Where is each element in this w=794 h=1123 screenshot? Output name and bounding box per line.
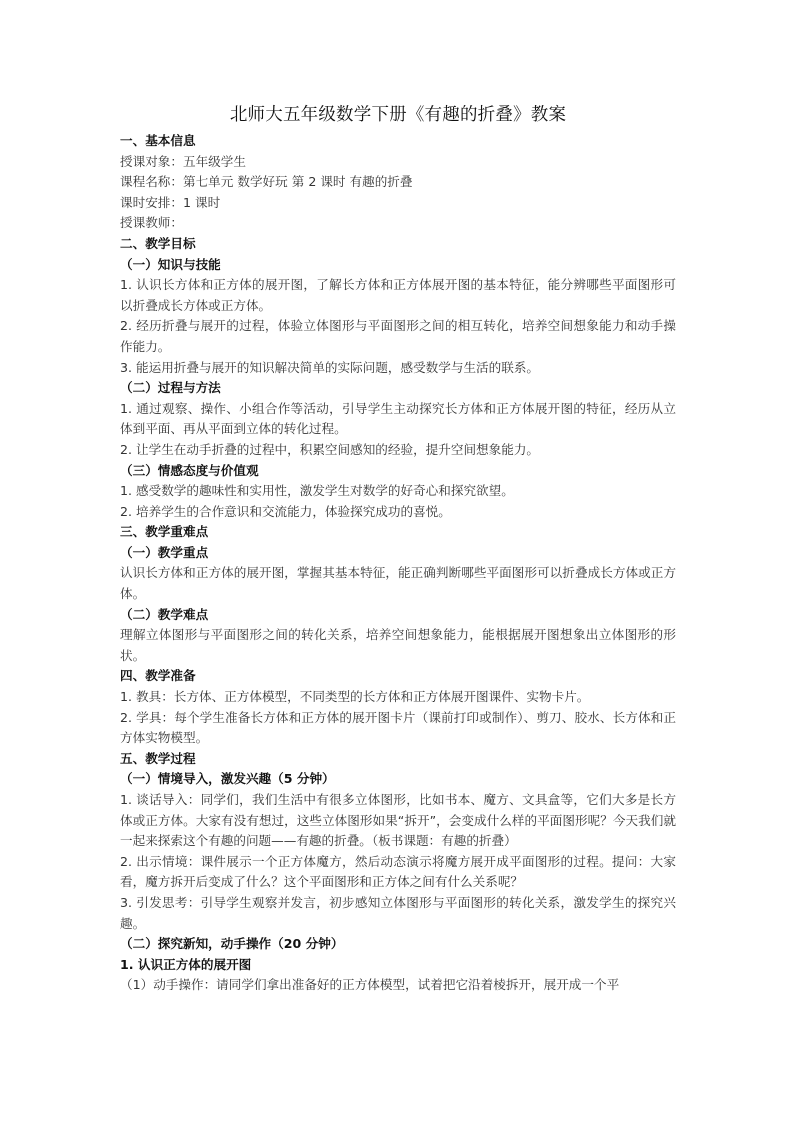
objective-item: 1. 感受数学的趣味性和实用性，激发学生对数学的好奇心和探究欲望。 — [120, 483, 514, 499]
subheading-key-point: （一）教学重点 — [120, 544, 209, 560]
objective-item: 1. 认识长方体和正方体的展开图，了解长方体和正方体展开图的基本特征，能分辨哪些平面图形可以折叠成长方体或正方体。 — [120, 277, 676, 313]
subheading-exploration: （二）探究新知，动手操作（20 分钟） — [120, 936, 344, 952]
info-teacher: 授课教师： — [120, 215, 183, 231]
subheading-attitudes-values: （三）情感态度与价值观 — [120, 462, 259, 478]
process-item: 1. 谈话导入：同学们，我们生活中有很多立体图形，比如书本、魔方、文具盒等，它们大多是长方体或正方体。大家有没有想过，这些立体图形如果“拆开”，会变成什么样的平面图形呢？今天我们就一起来探索这个有趣的问题——有趣的折叠。（板书课题：有趣的折叠） — [120, 792, 676, 849]
objective-item: 2. 经历折叠与展开的过程，体验立体图形与平面图形之间的相互转化，培养空间想象能力和动手操作能力。 — [120, 318, 676, 354]
subheading-process-methods: （二）过程与方法 — [120, 380, 221, 396]
preparation-item: 2. 学具：每个学生准备长方体和正方体的展开图卡片（课前打印或制作）、剪刀、胶水、长方体和正方体实物模型。 — [120, 709, 676, 746]
section-heading-objectives: 二、教学目标 — [120, 235, 196, 251]
section-heading-preparation: 四、教学准备 — [120, 668, 196, 684]
objective-item: 2. 让学生在动手折叠的过程中，积累空间感知的经验，提升空间想象能力。 — [120, 441, 540, 457]
subheading-knowledge-skills: （一）知识与技能 — [120, 256, 221, 272]
section-heading-basic-info: 一、基本信息 — [120, 133, 196, 148]
objective-item: 3. 能运用折叠与展开的知识解决简单的实际问题，感受数学与生活的联系。 — [120, 359, 540, 375]
point-heading-cube-nets: 1. 认识正方体的展开图 — [120, 956, 252, 972]
subheading-introduction: （一）情境导入，激发兴趣（5 分钟） — [120, 771, 335, 787]
difficult-point-text: 理解立体图形与平面图形之间的转化关系，培养空间想象能力，能根据展开图想象出立体图形的形状。 — [120, 627, 676, 663]
subheading-difficult-point: （二）教学难点 — [120, 606, 209, 622]
info-audience: 授课对象：五年级学生 — [120, 153, 246, 169]
document-title: 北师大五年级数学下册《有趣的折叠》教案 — [229, 105, 567, 125]
key-point-text: 认识长方体和正方体的展开图，掌握其基本特征，能正确判断哪些平面图形可以折叠成长方体或正方体。 — [120, 565, 676, 602]
info-course: 课程名称：第七单元 数学好玩 第 2 课时 有趣的折叠 — [120, 174, 413, 190]
section-heading-process: 五、教学过程 — [120, 750, 196, 766]
process-item: 3. 引发思考：引导学生观察并发言，初步感知立体图形与平面图形的转化关系，激发学生的探究兴趣。 — [120, 894, 676, 931]
objective-item: 1. 通过观察、操作、小组合作等活动，引导学生主动探究长方体和正方体展开图的特征，经历从立体到平面、再从平面到立体的转化过程。 — [120, 400, 676, 437]
section-heading-key-points: 三、教学重难点 — [120, 524, 209, 540]
process-step: （1）动手操作：请同学们拿出准备好的正方体模型，试着把它沿着棱拆开，展开成一个平 — [120, 977, 620, 993]
info-schedule: 课时安排：1 课时 — [120, 194, 221, 210]
process-item: 2. 出示情境：课件展示一个正方体魔方，然后动态演示将魔方展开成平面图形的过程。提问：大家看，魔方拆开后变成了什么？这个平面图形和正方体之间有什么关系呢？ — [120, 853, 676, 890]
document-page — [120, 100, 676, 996]
preparation-item: 1. 教具：长方体、正方体模型，不同类型的长方体和正方体展开图课件、实物卡片。 — [120, 689, 590, 705]
objective-item: 2. 培养学生的合作意识和交流能力，体验探究成功的喜悦。 — [120, 503, 451, 519]
